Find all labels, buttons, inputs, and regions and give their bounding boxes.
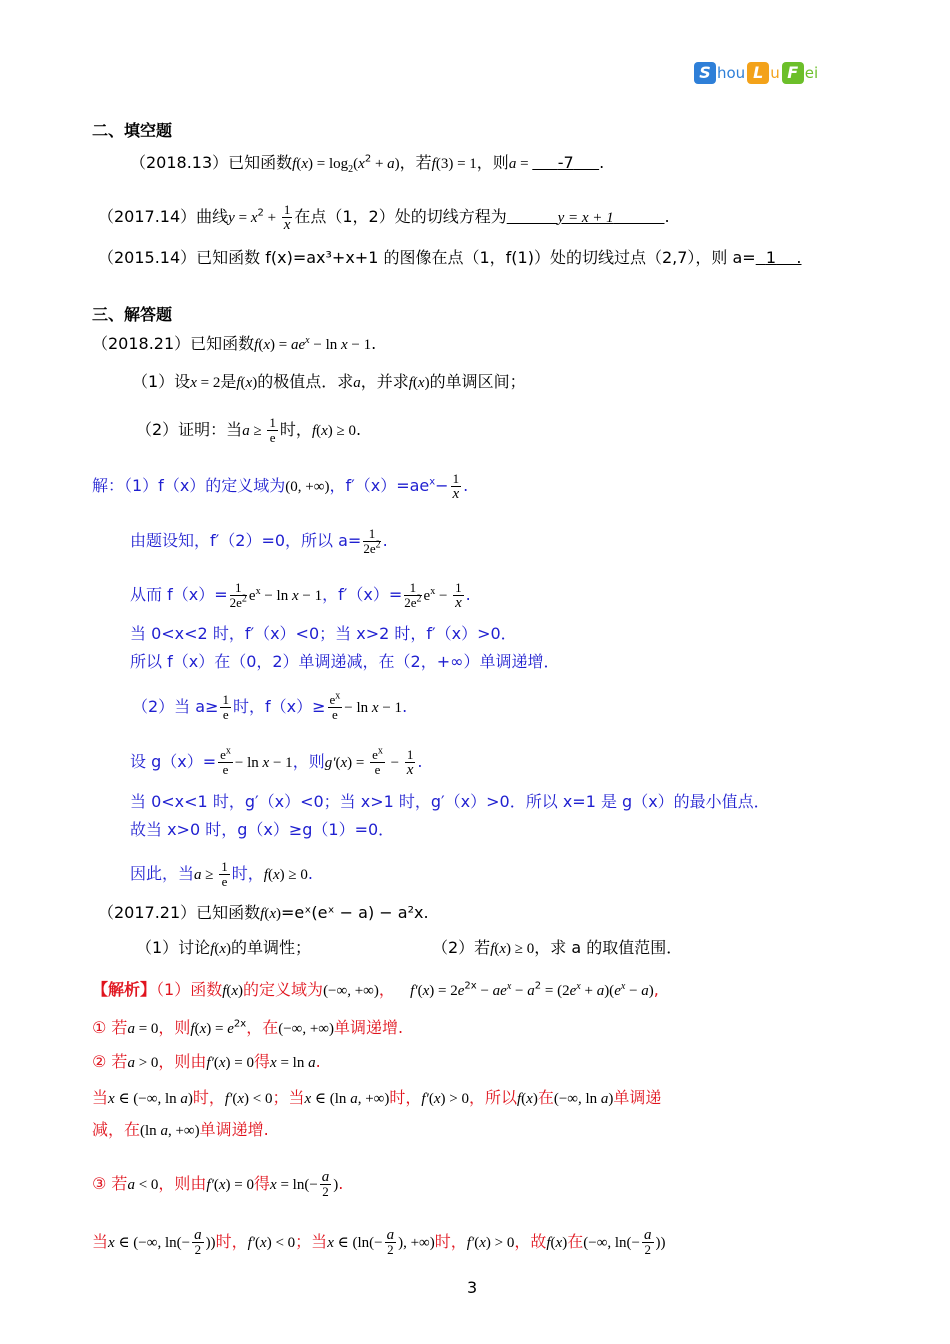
question-2018-13: （2018.13）已知函数$f(x) = \log_2(x^2 + a)$，若f(3) = 1，则a = -7 .: [130, 153, 605, 175]
q13-end: ，则: [476, 153, 509, 172]
logo-text-u: u: [770, 64, 780, 82]
analysis-case2-detail-cont: 减，在(ln a, +∞)单调递增.: [92, 1120, 269, 1139]
logo-text-ei: ei: [804, 64, 819, 82]
section-title-answers: 三、解答题: [92, 305, 173, 324]
q13-mid: ，若: [399, 153, 432, 172]
page-number: 3: [467, 1278, 478, 1297]
q14b-answer: 1 .: [765, 248, 802, 267]
logo-tile-l: L: [747, 62, 769, 84]
q14a-answer: y = x + 1: [557, 210, 614, 226]
question-2017-14: （2017.14）曲线$y = x^2$ + $\frac{1}{x}$ 在点（1，2）处的切线方程为 y = x + 1 .: [98, 202, 670, 233]
sol-2018-line10: 因此，当a ≥ $\frac{1}{e}$ 时，f(x) ≥ 0.: [130, 859, 313, 889]
analysis-case2: ② 若a > 0，则由f′(x) = 0得x = ln a.: [92, 1052, 321, 1071]
sol-2018-line8: 当 0<x<1 时，g′（x）<0；当 x>1 时，g′（x）>0．所以 x=1 是 g（x）的最小值点．: [130, 792, 770, 811]
sol-2018-line3: 从而 f（x）= $\frac{1}{2e^2}$ $e^x - \ln x - 1$，f′（x）= $\frac{1}{2e^2}$ $e^x$ − $\frac{1}{x}$ .: [130, 580, 471, 611]
sol-2018-line2: 由题设知，f′（2）=0，所以 a= $\frac{1}{2e^2}$ .: [130, 526, 388, 556]
q14a-intro: （2017.14）曲线: [98, 207, 229, 226]
q21a-part2: （2）证明：当a ≥ $\frac{1}{e}$ 时，f(x) ≥ 0.: [136, 415, 362, 445]
q21b-part1: （1）讨论f(x)的单调性；: [136, 938, 312, 957]
q14a-mid: 在点（1，2）处的切线方程为: [294, 207, 507, 226]
analysis-case3-detail: 当x ∈ (−∞, ln(− $\frac{a}{2}$ ))时，f′(x) < 0；当x ∈ (ln(− $\frac{a}{2}$ ), +∞)时，f′(x) > 0，故f(x)在(−∞, ln(− $\frac{a}{2}$ )): [92, 1227, 666, 1257]
q21a-intro: （2018.21）已知函数: [92, 334, 255, 353]
sol-2018-line1: 解：（1）f（x）的定义域为(0, +∞)，$f'(x)=ae^x-$ $\frac{1}{x}$ .: [92, 471, 469, 502]
analysis-case3: ③ 若a < 0，则由f′(x) = 0得x = ln(− $\frac{a}{2}$ ).: [92, 1169, 344, 1199]
q13-intro: （2018.13）已知函数: [130, 153, 293, 172]
q21b-part2: （2）若f(x) ≥ 0，求 a 的取值范围．: [432, 938, 683, 957]
sol-2018-line7: 设 g（x）= $\frac{e^x}{e}$ − ln x − 1，则g′(x) = $\frac{e^x}{e}$ − $\frac{1}{x}$ .: [130, 745, 423, 778]
shouluifei-logo: [694, 58, 820, 88]
sol-2018-line6: （2）当 a≥ $\frac{1}{e}$ 时，f（x）≥ $\frac{e^x}{e}$ − ln x − 1.: [132, 690, 408, 722]
analysis-case1: ① 若a = 0，则$f(x) = e^{2x}$，在(−∞, +∞)单调递增.: [92, 1018, 404, 1037]
question-2018-21: （2018.21）已知函数$f(x) = ae^x - \ln x - 1$.: [92, 334, 377, 353]
logo-text-hou: hou: [717, 64, 746, 82]
analysis-line1: 【解析】（1）函数f(x)的定义域为(−∞, +∞)， $f'(x) = 2e^{2x} - ae^x - a^2 = (2e^x + a)(e^x - a)$,: [92, 980, 659, 999]
q14b-text: （2015.14）已知函数 f(x)=ax³+x+1 的图像在点（1，f(1)）处的切线过点（2,7），则 a=: [98, 248, 756, 267]
sol-2018-line5: 所以 f（x）在（0，2）单调递减，在（2，+∞）单调递增．: [130, 652, 560, 671]
question-2015-14: [98, 248, 802, 268]
sol-2018-line9: 故当 x>0 时，g（x）≥g（1）=0．: [130, 820, 395, 839]
analysis-case2-detail: 当x ∈ (−∞, ln a)时，f′(x) < 0；当x ∈ (ln a, +∞)时，f′(x) > 0，所以f(x)在(−∞, ln a)单调递: [92, 1088, 662, 1107]
logo-tile-s: S: [694, 62, 716, 84]
q21a-part1: （1）设x = 2是f(x)的极值点．求a，并求f(x)的单调区间；: [132, 372, 526, 391]
section-title-fill-in: 二、填空题: [92, 121, 173, 140]
logo-tile-f: F: [782, 62, 804, 84]
question-2017-21: （2017.21）已知函数f(x)=eˣ(eˣ − a) − a²x.: [98, 903, 429, 922]
q13-answer: -7: [557, 153, 574, 172]
sol-2018-line4: 当 0<x<2 时，f′（x）<0；当 x>2 时，f′（x）>0．: [130, 624, 517, 643]
